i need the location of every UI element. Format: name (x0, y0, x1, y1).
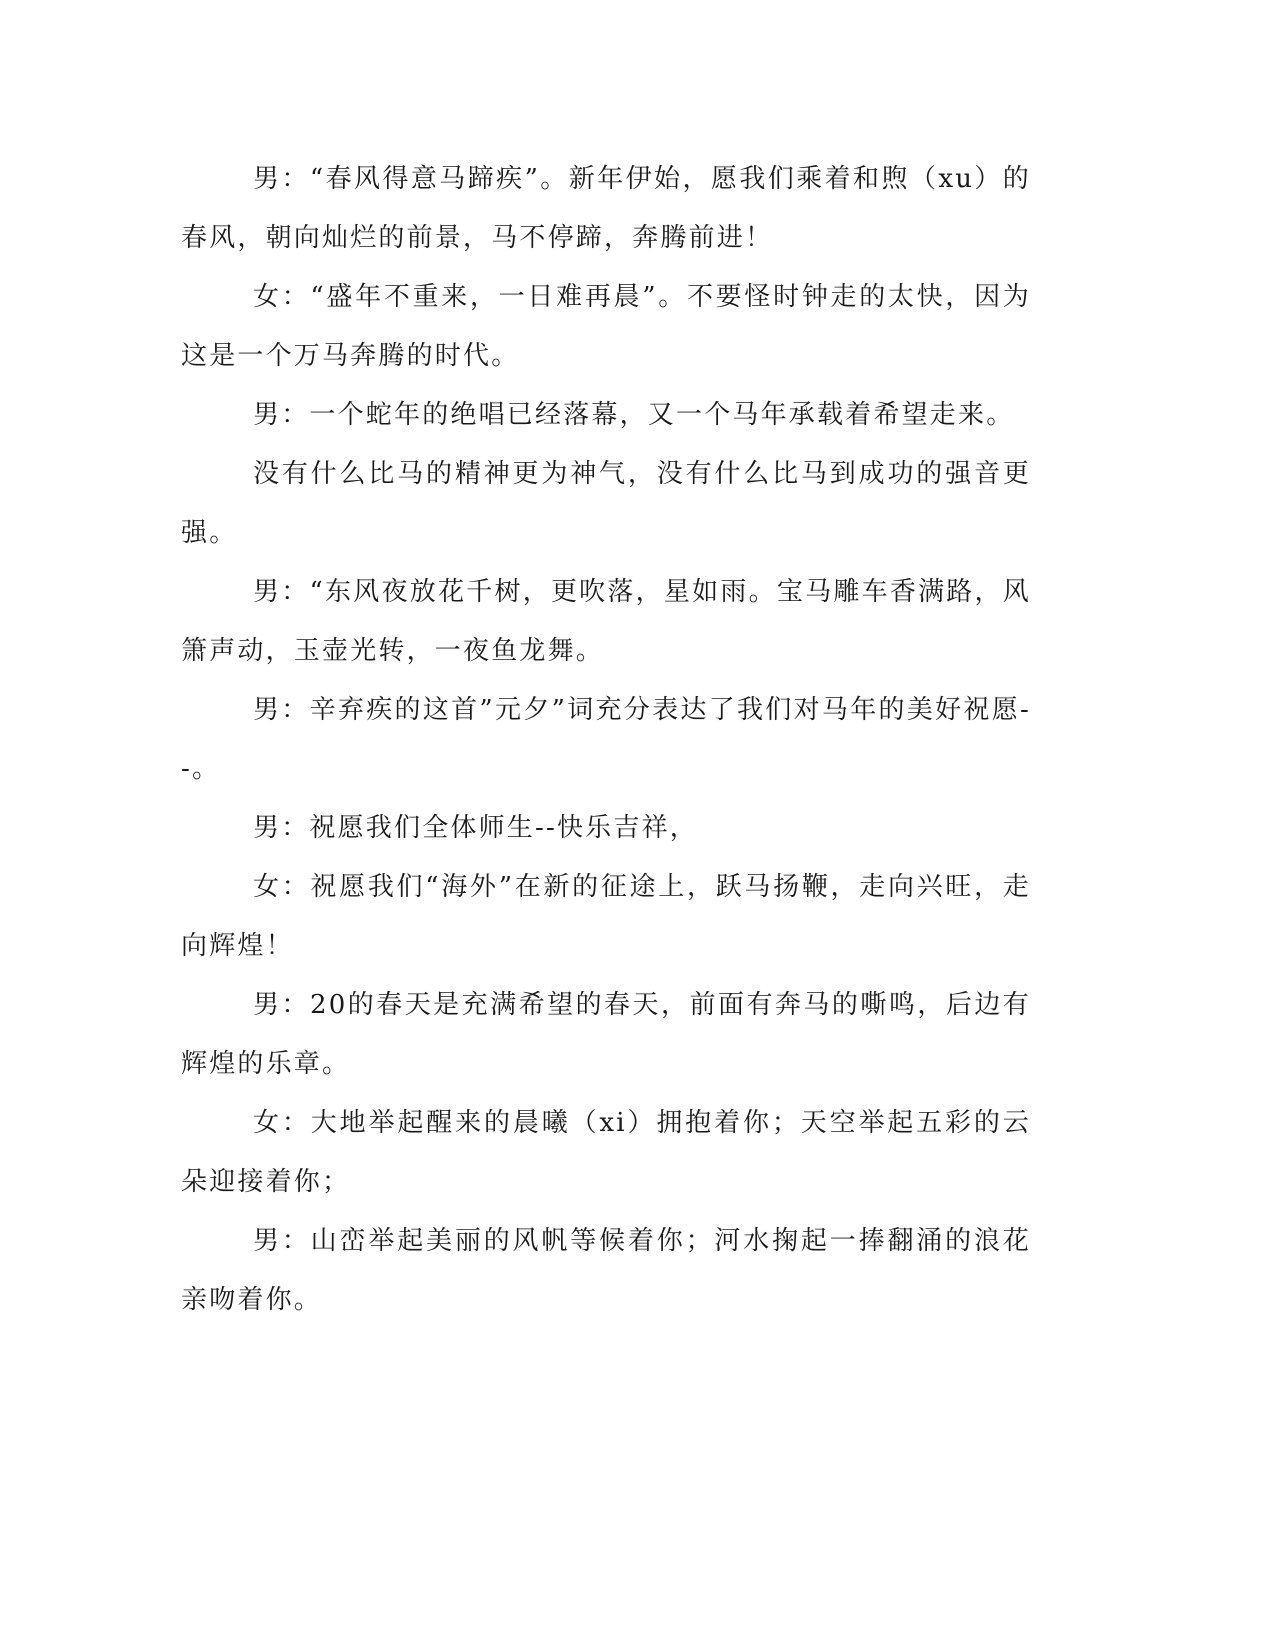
paragraph-line-1: 男：辛弃疾的这首”元夕”词充分表达了我们对马年的美好祝愿-- (181, 695, 1031, 784)
paragraph-line-2: 。 (192, 754, 221, 784)
paragraph (181, 681, 1031, 799)
paragraph (181, 150, 1031, 268)
paragraph-line-2: 是一个万马奔腾的时代。 (209, 341, 520, 371)
paragraph (181, 799, 1031, 858)
paragraph-line-2: 煌的乐章。 (209, 1049, 351, 1079)
paragraph-line-1: 男：20的春天是充满希望的春天，前面有奔马的嘶鸣，后边有辉 (181, 990, 1031, 1079)
paragraph-line-1: 男：“春风得意马蹄疾”。新年伊始，愿我们乘着和煦（xu）的春 (181, 164, 1031, 253)
paragraph-line-1: 男：“东风夜放花千树，更吹落，星如雨。宝马雕车香满路，风 (253, 577, 1031, 607)
paragraph (181, 268, 1031, 386)
paragraph-line-1: 男：一个蛇年的绝唱已经落幕，又一个马年承载着希望走来。 (253, 400, 1015, 430)
paragraph-line-2: 迎接着你； (209, 1167, 351, 1197)
paragraph-line-1: 女：祝愿我们“海外”在新的征途上，跃马扬鞭，走向兴旺，走向 (181, 872, 1031, 961)
paragraph-line-2: 辉煌！ (209, 931, 294, 961)
paragraph (181, 563, 1031, 681)
paragraph-line-1: 男：山峦举起美丽的风帆等候着你；河水掬起一捧翻涌的浪花亲 (181, 1226, 1031, 1315)
paragraph (181, 1094, 1031, 1212)
paragraph (181, 858, 1031, 976)
paragraph-line-1: 男：祝愿我们全体师生--快乐吉祥， (253, 813, 698, 843)
paragraph-line-1: 女：大地举起醒来的晨曦（xi）拥抱着你；天空举起五彩的云朵 (181, 1108, 1031, 1197)
paragraph-line-2: 吻着你。 (209, 1285, 323, 1315)
paragraph-line-1: 女：“盛年不重来，一日难再晨”。不要怪时钟走的太快，因为这 (181, 282, 1031, 371)
paragraph (181, 445, 1031, 563)
paragraph-line-1: 没有什么比马的精神更为神气，没有什么比马到成功的强音更强 (181, 459, 1031, 548)
paragraph (181, 386, 1031, 445)
paragraph-line-2: 。 (209, 518, 238, 548)
paragraph (181, 976, 1031, 1094)
paragraph (181, 1212, 1031, 1330)
paragraph-line-2: 箫声动，玉壶光转，一夜鱼龙舞。 (181, 636, 605, 666)
paragraph-line-2: 风，朝向灿烂的前景，马不停蹄，奔腾前进！ (209, 223, 774, 253)
document-body (181, 150, 1031, 1330)
